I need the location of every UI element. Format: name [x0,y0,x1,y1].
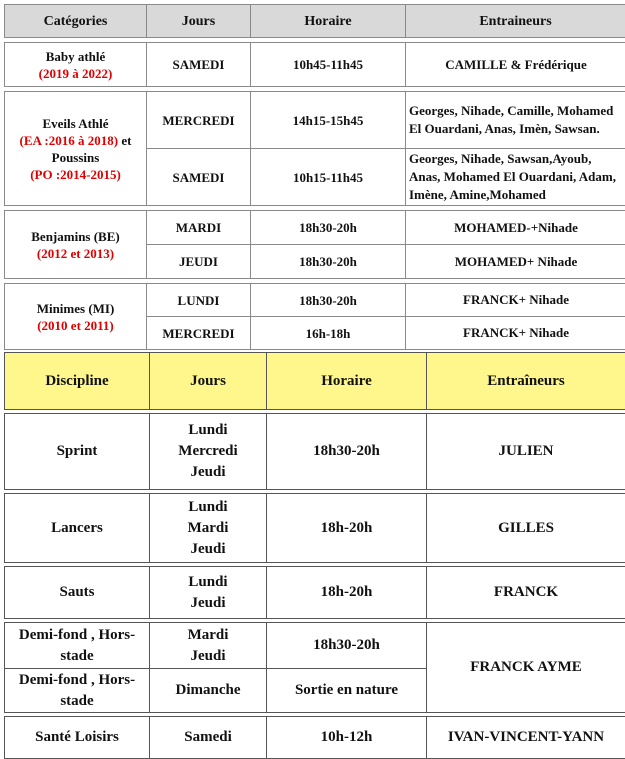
trainer-cell: JULIEN [427,414,625,490]
trainer-cell: IVAN-VINCENT-YANN [427,717,625,759]
category-name: Minimes (MI) [7,300,144,317]
day-label: Mardi [152,625,264,646]
time-cell: 18h30-20h [251,211,406,245]
category-cell [5,211,147,279]
category-name: Baby athlé [7,48,144,65]
header-entraineurs: Entraineurs [406,5,625,38]
table-row [5,567,625,619]
time-cell: Sortie en nature [267,669,427,713]
time-cell: 10h-12h [267,717,427,759]
header-jours: Jours [150,353,267,410]
day-cell: LUNDI [147,284,251,317]
category-name: Benjamins (BE) [7,228,144,245]
table-header-row [5,353,625,410]
header-categories: Catégories [5,5,147,38]
day-label: Lundi [152,497,264,518]
trainer-cell: FRANCK AYME [427,623,625,713]
header-jours: Jours [147,5,251,38]
category-cell [5,43,147,87]
table-row [5,717,625,759]
trainers-cell: CAMILLE & Frédérique [406,43,625,87]
day-cell: SAMEDI [147,149,251,206]
table-row [5,284,625,317]
discipline-cell: Lancers [5,494,150,563]
time-cell: 18h30-20h [267,414,427,490]
categories-schedule-table [4,4,625,350]
days-cell [150,494,267,563]
category-cell [5,284,147,350]
category-name-2: Poussins [7,149,144,166]
day-cell: MARDI [147,211,251,245]
time-cell: 16h-18h [251,317,406,350]
day-label: Dimanche [152,680,264,701]
trainers-cell: Georges, Nihade, Camille, Mohamed El Ouardani, Anas, Imèn, Sawsan. [406,92,625,149]
header-horaire: Horaire [251,5,406,38]
header-discipline: Discipline [5,353,150,410]
category-years-2: (PO :2014-2015) [7,166,144,183]
day-label: Lundi [152,420,264,441]
category-years: (2010 et 2011) [7,317,144,334]
day-label: Mardi [152,518,264,539]
day-label: Jeudi [152,462,264,483]
discipline-cell: Sprint [5,414,150,490]
trainers-cell: Georges, Nihade, Sawsan,Ayoub, Anas, Mohamed El Ouardani, Adam, Imène, Amine,Mohamed [406,149,625,206]
time-cell: 14h15-15h45 [251,92,406,149]
time-cell: 10h45-11h45 [251,43,406,87]
table-row [5,414,625,490]
table-row [5,494,625,563]
time-cell: 18h30-20h [251,245,406,279]
days-cell [150,567,267,619]
days-cell [150,717,267,759]
table-row [5,211,625,245]
day-label: Jeudi [152,646,264,667]
discipline-cell: Santé Loisirs [5,717,150,759]
category-name: Eveils Athlé [7,115,144,132]
category-years: (2019 à 2022) [7,65,144,82]
trainers-cell: FRANCK+ Nihade [406,284,625,317]
header-horaire: Horaire [267,353,427,410]
category-years: (EA :2016 à 2018) [20,133,119,148]
time-cell: 10h15-11h45 [251,149,406,206]
category-cell [5,92,147,206]
trainer-cell: FRANCK [427,567,625,619]
days-cell [150,623,267,669]
time-cell: 18h30-20h [267,623,427,669]
day-cell: MERCREDI [147,317,251,350]
time-cell: 18h-20h [267,567,427,619]
table-row [5,92,625,149]
category-conjunction: et [118,133,131,148]
disciplines-schedule-table [4,352,625,759]
day-label: Jeudi [152,539,264,560]
day-label: Mercredi [152,441,264,462]
table-row [5,43,625,87]
discipline-cell: Demi-fond , Hors-stade [5,669,150,713]
trainers-cell: MOHAMED-+Nihade [406,211,625,245]
discipline-cell: Demi-fond , Hors-stade [5,623,150,669]
time-cell: 18h-20h [267,494,427,563]
day-label: Samedi [152,727,264,748]
days-cell [150,669,267,713]
header-entraineurs: Entraîneurs [427,353,625,410]
day-label: Lundi [152,572,264,593]
day-cell: MERCREDI [147,92,251,149]
table-header-row [5,5,625,38]
day-cell: JEUDI [147,245,251,279]
table-row [5,623,625,669]
discipline-cell: Sauts [5,567,150,619]
trainers-cell: FRANCK+ Nihade [406,317,625,350]
time-cell: 18h30-20h [251,284,406,317]
day-cell: SAMEDI [147,43,251,87]
day-label: Jeudi [152,593,264,614]
trainer-cell: GILLES [427,494,625,563]
category-years: (2012 et 2013) [7,245,144,262]
trainers-cell: MOHAMED+ Nihade [406,245,625,279]
days-cell [150,414,267,490]
